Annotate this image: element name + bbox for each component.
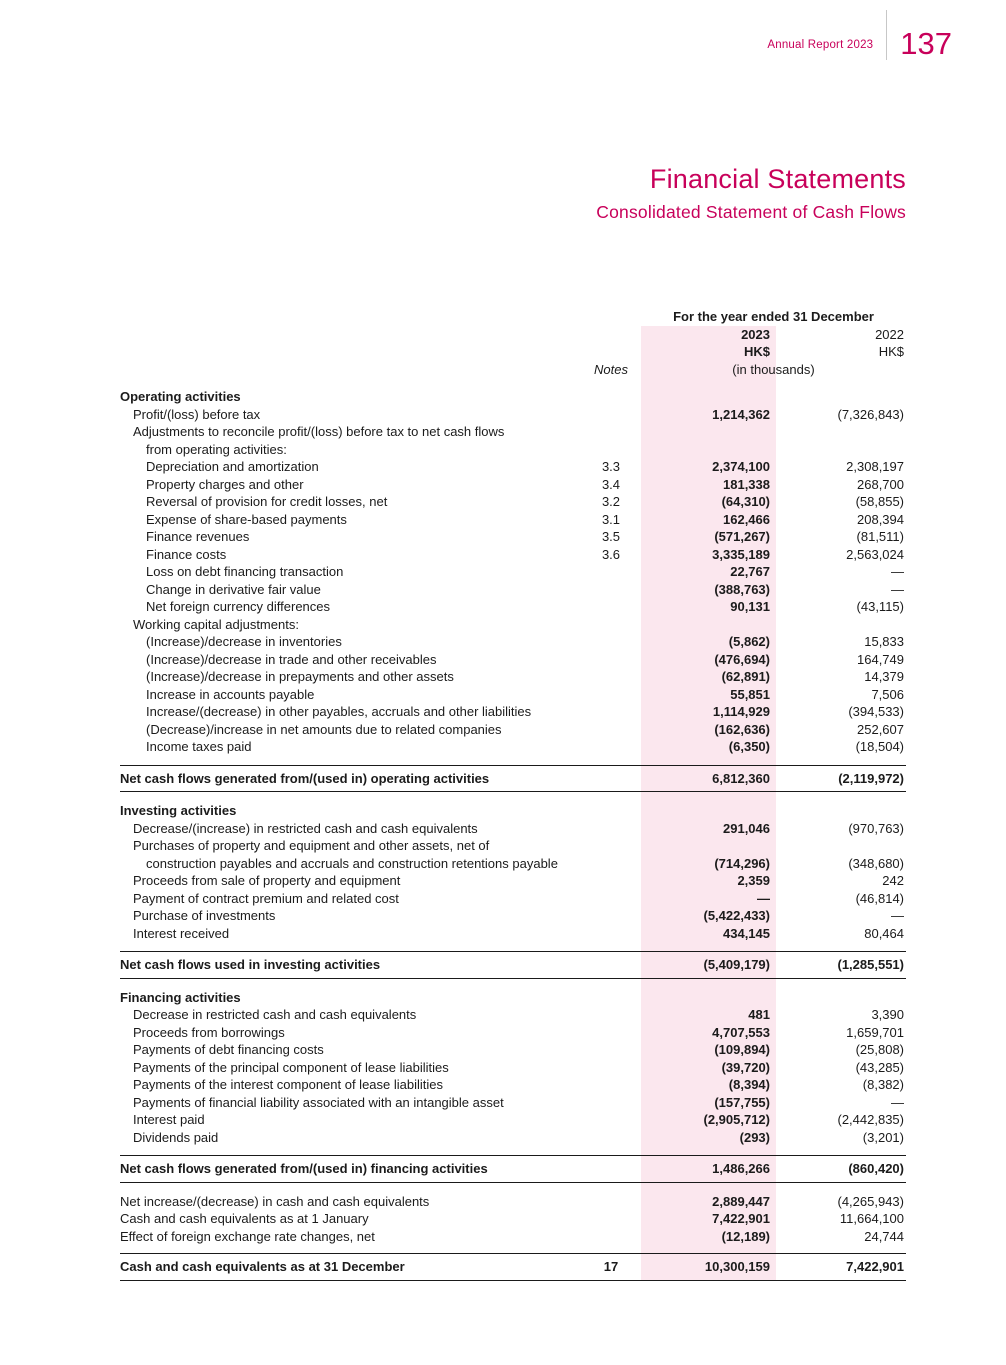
row-note [581,907,641,925]
row-value-2022: (46,814) [855,890,904,906]
row-label: Net increase/(decrease) in cash and cash equivalents [120,1193,430,1209]
row-value-2023: (39,720) [721,1059,770,1075]
row-note [581,1094,641,1112]
row-label: Loss on debt financing transaction [146,564,344,579]
row-label: Operating activities [120,389,241,404]
row-label: Property charges and other [146,476,304,492]
row-label: Payments of financial liability associated with an intangible asset [133,1094,504,1110]
row-value-2023: 2,889,447 [712,1193,770,1209]
row-label: Net cash flows generated from/(used in) operating activities [120,770,490,786]
row-note [581,563,641,581]
row-note [581,1041,641,1059]
row-label: Change in derivative fair value [146,581,321,597]
row-value-2023: 55,851 [730,686,770,702]
row-value-2022: (970,763) [848,820,904,836]
table-row [120,989,906,1007]
row-note [581,598,641,616]
header-divider [886,10,887,60]
row-label: Payment of contract premium and related cost [133,890,399,906]
row-note: 3.4 [601,476,621,492]
row-note: 3.6 [601,546,621,562]
table-row [120,1006,906,1024]
row-label: (Increase)/decrease in inventories [146,634,342,649]
table-row [120,528,906,546]
row-value-2023: 291,046 [723,820,770,836]
table-row [120,1193,906,1211]
row-value-2022: 15,833 [864,634,904,649]
row-note: 3.5 [601,529,621,544]
table-row [120,872,906,890]
row-note [581,668,641,686]
row-value-2022: — [891,908,904,923]
row-value-2022 [776,989,906,1007]
table-row [120,837,906,855]
row-value-2023: 2,374,100 [712,459,770,474]
row-note [581,925,641,943]
row-value-2022: 208,394 [857,511,904,527]
units-label: (in thousands) [732,361,815,377]
row-label: Finance costs [146,546,227,562]
cash-flow-table [120,308,906,1281]
row-value-2022: (2,442,835) [837,1112,904,1127]
row-value-2022: 2,308,197 [846,459,904,474]
table-row [120,388,906,406]
row-value-2022: (2,119,972) [838,770,904,786]
page-number: 137 [900,26,952,61]
row-value-2023: (64,310) [721,494,770,509]
row-value-2023 [641,989,776,1007]
row-value-2023: 90,131 [730,599,770,614]
row-note [581,1076,641,1094]
row-label: Interest received [133,925,230,941]
row-value-2022: (4,265,943) [837,1193,904,1209]
row-value-2023: 1,486,266 [712,1161,770,1176]
table-row [120,511,906,529]
table-row [120,406,906,424]
notes-units-row [120,361,906,379]
row-note [581,855,641,873]
row-label: (Increase)/decrease in prepayments and other assets [146,669,454,684]
year-2022-header: 2022 [875,326,904,342]
row-value-2022 [776,423,906,441]
row-note: 3.3 [601,459,621,474]
row-label: Payments of the principal component of lease liabilities [133,1059,449,1075]
table-header [120,308,906,378]
table-body [120,388,906,1281]
row-value-2022: 14,379 [864,669,904,684]
row-value-2023: 7,422,901 [712,1211,770,1226]
row-label: Cash and cash equivalents as at 1 January [120,1211,369,1226]
row-note [581,890,641,908]
row-value-2023: (2,905,712) [703,1112,770,1127]
row-note [581,633,641,651]
table-row [120,1253,906,1281]
row-note: 3.1 [601,511,621,527]
row-value-2023: 4,707,553 [712,1024,770,1040]
row-value-2023 [641,423,776,441]
row-value-2022: 2,563,024 [846,546,904,562]
table-row [120,458,906,476]
row-value-2023: (5,422,433) [703,908,770,923]
page-subtitle: Consolidated Statement of Cash Flows [596,201,906,222]
row-label: Increase/(decrease) in other payables, accruals and other liabilities [146,704,532,719]
table-row [120,616,906,634]
row-value-2023: (293) [739,1129,770,1145]
table-row [120,738,906,756]
table-row [120,1111,906,1129]
row-note [581,1006,641,1024]
table-row [120,890,906,908]
row-value-2023 [641,837,776,855]
row-label: Finance revenues [146,529,250,544]
period-header-row [120,308,906,326]
row-value-2022 [776,616,906,634]
row-note [581,441,641,459]
row-label: Financing activities [120,989,241,1005]
row-value-2022: (860,420) [848,1161,904,1176]
row-label: Reversal of provision for credit losses, net [146,494,388,509]
row-value-2022 [776,388,906,406]
row-value-2022: 80,464 [864,925,904,941]
row-label: Net cash flows used in investing activities [120,957,381,972]
row-value-2022: 268,700 [857,476,904,492]
row-label: Proceeds from borrowings [133,1024,285,1040]
row-note: 17 [603,1259,619,1274]
table-row [120,925,906,943]
table-row [120,686,906,704]
row-label: Proceeds from sale of property and equipment [133,873,401,888]
row-value-2022 [776,802,906,820]
row-label: construction payables and accruals and construction retentions payable [146,855,558,871]
table-row [120,1024,906,1042]
row-label: Net cash flows generated from/(used in) financing activities [120,1161,488,1176]
table-row [120,441,906,459]
row-note [581,581,641,599]
row-value-2022: (43,285) [855,1059,904,1075]
row-value-2022: (81,511) [856,529,904,544]
row-value-2023: 3,335,189 [712,546,770,562]
table-row [120,493,906,511]
row-label: Depreciation and amortization [146,459,319,474]
table-row [120,820,906,838]
table-row [120,598,906,616]
row-value-2022: (3,201) [862,1129,904,1145]
row-value-2022: (18,504) [855,739,904,754]
row-value-2023: (12,189) [721,1228,770,1244]
row-value-2022: 242 [882,873,904,888]
row-label: Decrease in restricted cash and cash equivalents [133,1007,417,1022]
title-block [120,165,906,223]
table-row [120,1059,906,1077]
page-title: Financial Statements [649,164,906,194]
row-note: 3.2 [601,494,621,509]
row-value-2022: (1,285,551) [837,957,904,972]
table-row [120,563,906,581]
table-row [120,581,906,599]
row-value-2023: 10,300,159 [704,1259,770,1274]
row-label: Cash and cash equivalents as at 31 December [120,1259,405,1274]
table-row [120,633,906,651]
row-label: Profit/(loss) before tax [133,406,261,422]
row-note [581,738,641,756]
row-value-2023: 181,338 [723,476,770,492]
currency-2022-header: HK$ [878,344,904,359]
year-2023-header: 2023 [741,326,770,342]
row-value-2022: (43,115) [856,599,904,614]
row-value-2022: — [891,564,904,579]
row-note [581,616,641,634]
row-note [581,1024,641,1042]
row-value-2023: (476,694) [714,651,770,667]
row-note [581,770,641,788]
row-note [581,820,641,838]
table-row [120,1210,906,1228]
row-value-2023: 22,767 [730,564,770,579]
row-value-2023 [641,388,776,406]
table-row [120,476,906,494]
row-value-2022: 1,659,701 [846,1024,904,1040]
row-value-2022: 7,422,901 [846,1259,904,1274]
table-row [120,907,906,925]
row-note [581,802,641,820]
row-value-2023: 1,214,362 [712,406,770,422]
row-label: Adjustments to reconcile profit/(loss) before tax to net cash flows [133,424,505,439]
table-row [120,1129,906,1147]
table-row [120,1228,906,1246]
row-value-2022: 252,607 [857,721,904,737]
table-row [120,651,906,669]
row-label: Expense of share-based payments [146,511,347,527]
table-row [120,951,906,979]
row-label: (Increase)/decrease in trade and other receivables [146,651,437,667]
table-row [120,802,906,820]
row-note [581,837,641,855]
currency-2023-header: HK$ [743,344,770,359]
row-note [581,956,641,974]
row-label: Payments of debt financing costs [133,1042,324,1057]
table-row [120,1155,906,1183]
row-value-2022: — [891,1094,904,1110]
row-value-2022: 24,744 [864,1228,904,1244]
row-value-2023: (109,894) [714,1042,770,1057]
row-note [581,703,641,721]
row-value-2022 [776,441,906,459]
row-value-2023: — [757,890,770,906]
row-value-2023: 6,812,360 [712,770,770,786]
period-header: For the year ended 31 December [673,309,874,324]
row-value-2023: (5,409,179) [703,957,770,972]
row-note [581,651,641,669]
table-row [120,1094,906,1112]
row-note [581,406,641,424]
row-label: Working capital adjustments: [133,616,299,632]
row-value-2022 [776,837,906,855]
row-value-2023: 162,466 [723,511,770,527]
table-row [120,546,906,564]
row-value-2023: (162,636) [714,721,770,737]
row-value-2022: (25,808) [855,1042,904,1057]
table-row [120,668,906,686]
row-note [581,1129,641,1147]
row-label: Income taxes paid [146,739,252,754]
row-note [581,721,641,739]
table-row [120,855,906,873]
row-note [581,1228,641,1246]
row-label: Dividends paid [133,1129,219,1145]
running-head [767,10,952,60]
row-label: from operating activities: [146,441,287,457]
row-note [581,1111,641,1129]
report-label: Annual Report 2023 [767,39,874,51]
row-note [581,1160,641,1178]
row-value-2022: 7,506 [871,686,904,702]
row-value-2023: (8,394) [728,1077,770,1092]
row-value-2023: 434,145 [723,925,770,941]
row-value-2023: (388,763) [714,581,770,597]
row-value-2022: (348,680) [848,855,904,871]
row-label: Increase in accounts payable [146,686,315,702]
row-value-2022: (8,382) [862,1077,904,1092]
table-row [120,1076,906,1094]
row-value-2023 [641,802,776,820]
row-value-2023: (6,350) [728,739,770,754]
row-value-2022: 164,749 [857,651,904,667]
row-label: Interest paid [133,1112,205,1127]
row-value-2023: (571,267) [714,529,770,544]
row-value-2023 [641,441,776,459]
row-note [581,989,641,1007]
year-header-row [120,326,906,344]
row-value-2023: (62,891) [721,669,770,684]
table-row [120,1041,906,1059]
row-value-2022: — [891,581,904,597]
row-value-2023: 2,359 [737,873,770,888]
row-label: Payments of the interest component of lease liabilities [133,1077,444,1092]
table-row [120,703,906,721]
table-row [120,721,906,739]
row-note [581,1193,641,1211]
row-note [581,423,641,441]
row-note [581,872,641,890]
table-row [120,765,906,793]
row-value-2023: 481 [748,1007,770,1022]
row-value-2023: (5,862) [728,634,770,649]
row-label: Purchases of property and equipment and other assets, net of [133,838,490,853]
row-note [581,1210,641,1228]
row-label: Net foreign currency differences [146,599,331,614]
row-value-2023: 1,114,929 [712,704,770,719]
notes-header: Notes [594,361,628,377]
row-value-2023: (157,755) [714,1094,770,1110]
row-note [581,686,641,704]
row-label: Effect of foreign exchange rate changes, net [120,1228,375,1244]
row-label: (Decrease)/increase in net amounts due to related companies [146,721,502,737]
currency-header-row [120,343,906,361]
row-value-2023: (714,296) [714,855,770,871]
row-label: Decrease/(increase) in restricted cash and cash equivalents [133,820,478,836]
row-value-2022: (58,855) [855,494,904,509]
row-label: Investing activities [120,803,237,818]
row-value-2023 [641,616,776,634]
row-value-2022: (394,533) [848,704,904,719]
row-label: Purchase of investments [133,908,276,923]
table-row [120,423,906,441]
row-note [581,388,641,406]
row-value-2022: 3,390 [871,1007,904,1022]
row-value-2022: 11,664,100 [839,1211,904,1226]
row-value-2022: (7,326,843) [837,406,904,422]
row-note [581,1059,641,1077]
